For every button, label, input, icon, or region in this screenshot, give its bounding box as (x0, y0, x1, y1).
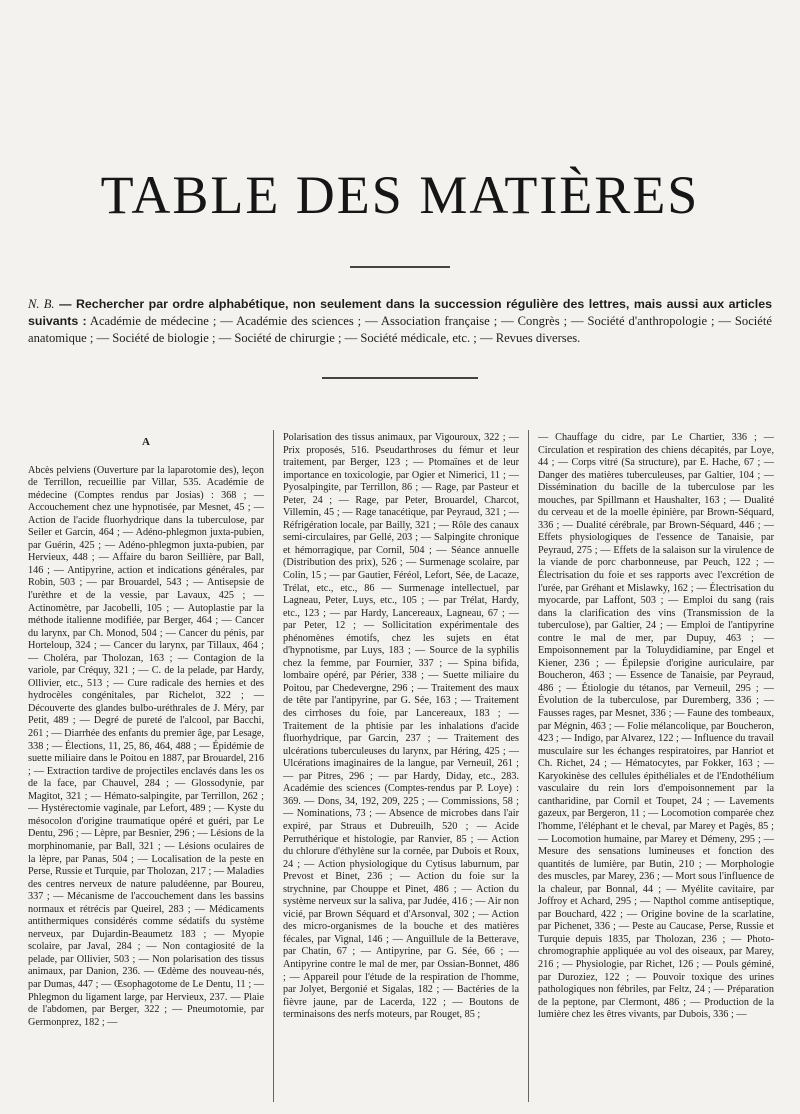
column-2-text: Polarisation des tissus animaux, par Vigouroux, 322 ; — Prix proposés, 516. Pseudarthroses du fémur et leur traitement, par Berger, 123 ; — Ptomaïnes et de leur importance en toxicologie, par Ogier et Nimerici, 11 ; — Pyosalpingite, par Terrillon, 86 ; — Rage, par Pasteur et Peter, 24 ; — Rage, par Peter, Brouardel, Charcot, Villemin, 45 ; — Rage tanacétique, par Peyraud, 321 ; — Réfrigération locale, par Bailly, 321 ; — Rôle des canaux semi-circulaires, par Gellé, 203 ; — Salpingite chronique et hémorragique, par Cornil, 504 ; — Séance annuelle (Distribution des prix), 526 ; — Surmenage scolaire, par Colin, 15 ; — par Gautier, Féréol, Lefort, Sée, de Lacaze, Trélat, etc., etc., 86 — Surmenage intellectuel, par Lagneau, Peter, Luys, etc., 105 ; — par Trélat, Hardy, etc., 123 ; — par Hardy, Lancereaux, Lagneau, 67 ; — par Peter, 12 ; — Sollicitation expérimentale des phénomènes émotifs, chez les sujets en état d'hypnotisme, par Luys, 183 ; — Source de la syphilis chez la femme, par Fournier, 337 ; — Spina bifida, lombaire opéré, par Périer, 338 ; — Suette miliaire du Poitou, par Chedevergne, 296 ; — Traitement des maux de tête par l'antipyrine, par G. Sée, 163 ; — Traitement des cirrhoses du foie, par Lancereaux, 183 ; — Traitement de la phtisie par les inhalations d'acide fluorhydrique, par Garcin, 237 ; — Traitement des ulcérations tuberculeuses du larynx, par Héring, 425 ; — Ulcérations imaginaires de la langue, par Verneuil, 261 ; — par Pitres, 296 ; — par Hardy, Diday, etc., 283. Académie des sciences (Comptes-rendus par P. Loye) : 369. — Dons, 34, 192, 209, 225 ; — Commissions, 58 ; — Nominations, 73 ; — Absence de microbes dans l'air expiré, par Straus et Dubreuilh, 520 ; — Acide Perruthérique et histologie, par Ranvier, 85 ; — Action du chlorure d'éthylène sur la cornée, par Dubois et Roux, 24 ; — Action physiologique du Cytisus laburnum, par Prevost et Binet, 236 ; — Action du foie sur la strychnine, par Chouppe et Pinet, 486 ; — Action du système nerveux sur la saliva, par Judée, 416 ; — Air non vicié, par Brown Séquard et d'Arsonval, 302 ; — Action des micro-organismes de la bouche et des matières fécales, par Vignal, 146 ; — Anguillule de la Betterave, par Chatin, 67 ; — Antipyrine, par G. Sée, 66 ; — Antipyrine contre le mal de mer, par Ossian-Bonnet, 486 ; — Appareil pour l'étude de la respiration de l'homme, par Jolyet, Bergonié et Sigalas, 182 ; — Bactéries de la fièvre jaune, par de Lacerda, 122 ; — Boutons de terminaisons des nerfs moteurs, par Rouget, 85 ; (283, 432, 519, 1021)
section-rule (322, 377, 478, 379)
index-column-1 (28, 432, 264, 1102)
section-letter: A (142, 436, 150, 448)
title-rule (350, 266, 450, 268)
notice-nb: N. B. (28, 297, 55, 311)
notice-paragraph (28, 296, 772, 347)
page-title: TABLE DES MATIÈRES (100, 165, 700, 225)
column-divider (528, 430, 529, 1102)
index-column-2 (283, 432, 519, 1102)
column-1-text: Abcès pelviens (Ouverture par la laparotomie des), leçon de Terrillon, recueillie par Villar, 535. Académie de médecine (Comptes rendus par Josias) : 368 ; — Accouchement chez une hypnotisée, par Mesnet, 45 ; — Action de l'acide fluorhydrique dans la tuberculose, par Seiler et Garcin, 464 ; — Adéno-phlegmon juxta-pubien, par Guérin, 425 ; — Adéno-phlegmon juxta-pubien, par Hervieux, 448 ; — Affaire du baron Seillière, par Ball, 146 ; — Antipyrine, action et indications générales, par Robin, 503 ; — par Brouardel, 543 ; — Antisepsie de l'urèthre et de la vessie, par Lavaux, 425 ; — Actinomètre, par Jacobelli, 105 ; — Autoplastie par la méthode italienne modifiée, par Berger, 464 ; — Cancer du larynx, par Ch. Monod, 504 ; — Cancer du pénis, par Horteloup, 324 ; — Cancer du larynx, par Tillaux, 464 ; — Choléra, par Tholozan, 163 ; — Contagion de la variole, par Créquy, 321 ; — C. de la pelade, par Hardy, Ollivier, etc., 513 ; — Cure radicale des hernies et des hydrocèles congénitales, par Richelot, 322 ; — Découverte des glandes bulbo-uréthrales de J. Méry, par Petit, 489 ; — Degré de pureté de l'alcool, par Bacchi, 261 ; — Diarrhée des enfants du premier âge, par Lesage, 338 ; — Élections, 11, 25, 86, 464, 488 ; — Épidémie de suette miliaire dans le Poitou en 1887, par Brouardel, 216 ; — Extraction tardive de projectiles enclavés dans les os de la face, par Chauvel, 284 ; — Glossodynie, par Magitot, 321 ; — Hémato-salpingite, par Terrillon, 262 ; — Hystérectomie vaginale, par Lefort, 489 ; — Kyste du mésocolon d'origine traumatique opéré et guéri, par Le Dentu, 296 ; — Lèpre, par Besnier, 296 ; — Lésions de la morphinomanie, par Ball, 321 ; — Lésions oculaires de la lèpre, par Panas, 504 ; — Localisation de la peste en Perse, Russie et Turquie, par Tholozan, 217 ; — Maladies des centres nerveux de nature paludéenne, par Boureu, 337 ; — Mécanisme de l'accouchement dans les bassins normaux et rétrécis par Queirel, 283 ; — Médicaments antithermiques considérés comme sédatifs du système nerveux, par Dujardin-Beaumetz 183 ; — Myopie scolaire, par Javal, 284 ; — Non contagiosité de la pelade, par Ollivier, 503 ; — Non polarisation des tissus animaux, par Danion, 236. — Œdème des nouveau-nés, par Dumas, 447 ; — Œsophagotome de Le Dentu, 11 ; — Phlegmon du ligament large, par Hervieux, 237. — Plaie de l'abdomen, par Berger, 322 ; — Pneumotomie, par Germonprez, 182 ; — (28, 464, 264, 1028)
notice-instruction: — Rechercher par ordre alphabétique, non seulement dans la succession régulière des lettres, mais aussi aux articles suivants : (28, 297, 773, 328)
notice-list: Académie de médecine ; — Académie des sciences ; — Association française ; — Congrès ; — Société d'anthropologie ; — Société anatomique ; — Société de biologie ; — Société de chirurgie ; — Société médicale, etc. ; — Revues diverses. (28, 314, 772, 345)
column-3-text: — Chauffage du cidre, par Le Chartier, 336 ; — Circulation et respiration des chiens décapités, par Loye, 44 ; — Corps vitré (Sa structure), par E. Hache, 67 ; — Danger des matières tuberculeuses, par Galtier, 104 ; — Dissémination du bacille de la tuberculose par les mouches, par Spillmann et Haushalter, 163 ; — Dualité du cerveau et de la moelle épinière, par Brown-Séquard, 336 ; — Dualité cérébrale, par Brown-Séquard, 446 ; — Effets physiologiques de l'essence de Tanaisie, par Peyraud, 275 ; — Effets de la salaison sur la virulence de la viande de porc charbonneuse, par Peuch, 122 ; — Électrisation du foie et ses rapports avec l'excrétion de l'urée, par Gréhant et Mislawky, 162 ; — Électrisation du myocarde, par Laffont, 503 ; — Emploi du sang (rais dans la clarification des vins (Transmission de la tuberculose), par Galtier, 24 ; — Emploi de l'antipyrine contre le mal de mer, par Dupuy, 463 ; — Empoisonnement par la Toluydidiamine, par Engel et Kiener, 236 ; — Épilepsie d'origine auriculaire, par Boucheron, 463 ; — Essence de Tanaisie, par Peyraud, 486 ; — Étiologie du tétanos, par Verneuil, 295 ; — Évolution de la tuberculose, par Duremberg, 336 ; — Fausses rages, par Mesnet, 336 ; — Faune des tombeaux, par Mégnin, 463 ; — Folie mélancolique, par Boucheron, 423 ; — Indigo, par Alvarez, 122 ; — Influence du travail musculaire sur les échanges respiratoires, par Hanriot et Ch. Richet, 24 ; — Hématocytes, par Fokker, 163 ; — Karyokinèse des cellules épithéliales et de l'Endothélium vasculaire du rein lors d'empoisonnement par la cantharidine, par Cornil et Toupet, 24 ; — Lavements gazeux, par Bergeron, 11 ; — Locomotion comparée chez l'homme, l'éléphant et le cheval, par Marey et Pagès, 85 ; — Locomotion humaine, par Marey et Démeny, 295 ; — Mesure des sensations lumineuses et fonction des quantités de lumière, par Butin, 210 ; — Morphologie des muscles, par Marey, 236 ; — Mort sous l'influence de la chaleur, par Bonnal, 44 ; — Myélite cavitaire, par Joffroy et Achard, 295 ; — Napthol comme antiseptique, par Bouchard, 422 ; — Origine bovine de la scarlatine, par Pichenet, 336 ; — Peste au Caucase, Perse, Russie et Turquie depuis 1835, par Tholozan, 236 ; — Photo-chromographie appliquée au vol des oiseaux, par Marey, 216 ; — Physiologie, par Richet, 126 ; — Pouls géminé, par Duroziez, 122 ; — Pouvoir toxique des urines pathologiques non fébriles, par Feltz, 24 ; — Préparation de la peptone, par Clermont, 486 ; — Production de la lumière chez les êtres vivants, par Dubois, 336 ; — (538, 432, 774, 1021)
index-column-3 (538, 432, 774, 1102)
column-divider (273, 430, 274, 1102)
